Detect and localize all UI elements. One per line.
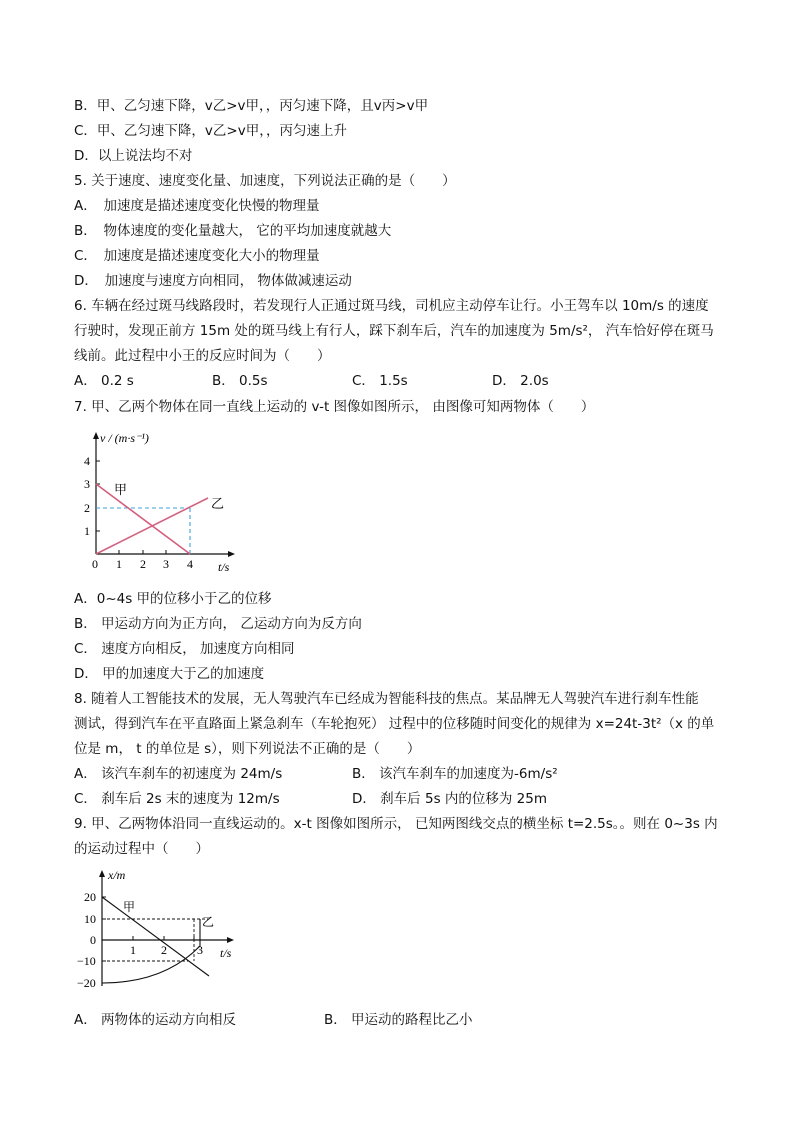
q9-label-jia: 甲 bbox=[123, 900, 136, 914]
q6-option-a: A． 0.2 s bbox=[74, 373, 134, 389]
q9-option-a: A． 两物体的运动方向相反 bbox=[74, 1012, 237, 1028]
q9-ytick-m10: −10 bbox=[77, 954, 96, 968]
q7-y-label: v / (m·s⁻¹) bbox=[100, 431, 149, 445]
q9-x-arrow bbox=[227, 937, 234, 943]
q6-stem-line3: 线前。此过程中小王的反应时间为（ ） bbox=[74, 348, 331, 364]
q7-stem: 7. 甲、乙两个物体在同一直线上运动的 v-t 图像如图所示， 由图像可知两物体（ ） bbox=[74, 399, 595, 415]
q9-ytick-10: 10 bbox=[84, 912, 96, 926]
q7-option-b: B． 甲运动方向为正方向， 乙运动方向为反方向 bbox=[74, 616, 362, 632]
q7-ytick-2: 2 bbox=[84, 501, 90, 515]
q7-vt-graph bbox=[80, 426, 245, 576]
q7-y-arrow bbox=[93, 432, 99, 439]
q9-option-b: B． 甲运动的路程比乙小 bbox=[324, 1012, 473, 1028]
q9-ytick-20: 20 bbox=[84, 890, 96, 904]
q9-line-jia bbox=[102, 897, 209, 976]
q5-option-c: C． 加速度是描述速度变化大小的物理量 bbox=[74, 248, 320, 264]
q7-xtick-4: 4 bbox=[187, 557, 193, 571]
q6-option-b: B． 0.5s bbox=[212, 373, 268, 389]
q7-label-jia: 甲 bbox=[114, 482, 128, 497]
q9-stem-line2: 的运动过程中（ ） bbox=[74, 841, 209, 857]
q7-ytick-3: 3 bbox=[84, 477, 90, 491]
q5-option-a: A． 加速度是描述速度变化快慢的物理量 bbox=[74, 198, 320, 214]
q4-option-c: C．甲、乙匀速下降，v乙>v甲，，丙匀速上升 bbox=[74, 123, 347, 139]
q9-y-arrow bbox=[99, 870, 105, 877]
q9-ytick-0: 0 bbox=[90, 933, 96, 947]
q9-y-label: x/m bbox=[108, 868, 126, 882]
q7-xtick-0: 0 bbox=[92, 557, 98, 571]
q5-stem: 5. 关于速度、速度变化量、加速度，下列说法正确的是（ ） bbox=[74, 173, 456, 189]
q8-option-c: C． 刹车后 2s 末的速度为 12m/s bbox=[74, 791, 280, 807]
q7-x-label: t/s bbox=[218, 560, 230, 574]
q7-ytick-4: 4 bbox=[84, 454, 90, 468]
q9-line-yi bbox=[102, 919, 200, 983]
q4-option-d: D．以上说法均不对 bbox=[74, 148, 193, 164]
q7-label-yi: 乙 bbox=[211, 496, 225, 511]
q9-x-label: t/s bbox=[220, 946, 232, 960]
q7-xtick-3: 3 bbox=[163, 557, 169, 571]
q9-xt-graph bbox=[76, 866, 251, 996]
q8-stem-line3: 位是 m， t 的单位是 s），则下列说法不正确的是（ ） bbox=[74, 741, 421, 757]
q7-xtick-2: 2 bbox=[140, 557, 146, 571]
q9-stem-line1: 9. 甲、乙两物体沿同一直线运动的。x-t 图像如图所示， 已知两图线交点的横坐标 t=2.5s。。则在 0~3s 内 bbox=[74, 816, 718, 832]
q6-stem-line1: 6. 车辆在经过斑马线路段时，若发现行人正通过斑马线，司机应主动停车让行。小王驾车以 10m/s 的速度 bbox=[74, 298, 709, 314]
q9-label-yi: 乙 bbox=[202, 915, 215, 929]
q6-stem-line2: 行驶时，发现正前方 15m 处的斑马线上有行人，踩下刹车后，汽车的加速度为 5m/s²， 汽车恰好停在斑马 bbox=[74, 323, 714, 339]
q9-ytick-m20: −20 bbox=[77, 976, 96, 990]
q7-xtick-1: 1 bbox=[116, 557, 122, 571]
q7-line-yi bbox=[96, 498, 208, 554]
q8-option-a: A． 该汽车刹车的初速度为 24m/s bbox=[74, 766, 283, 782]
q7-line-jia bbox=[96, 484, 190, 554]
q8-option-d: D． 刹车后 5s 内的位移为 25m bbox=[352, 791, 548, 807]
q6-option-c: C． 1.5s bbox=[352, 373, 408, 389]
q8-stem-line1: 8. 随着人工智能技术的发展，无人驾驶汽车已经成为智能科技的焦点。某品牌无人驾驶汽车进行刹车性能 bbox=[74, 691, 699, 707]
q8-stem-line2: 测试，得到汽车在平直路面上紧急刹车（车轮抱死） 过程中的位移随时间变化的规律为 x=24t-3t²（x 的单 bbox=[74, 716, 715, 732]
q4-option-b: B．甲、乙匀速下降，v乙>v甲，，丙匀速下降，且v丙>v甲 bbox=[74, 98, 429, 114]
q9-xtick-1: 1 bbox=[130, 943, 136, 957]
q7-x-arrow bbox=[228, 551, 235, 557]
q6-option-d: D． 2.0s bbox=[492, 373, 549, 389]
q7-option-a: A．0~4s 甲的位移小于乙的位移 bbox=[74, 591, 272, 607]
q9-xtick-2: 2 bbox=[161, 943, 167, 957]
q5-option-d: D． 加速度与速度方向相同， 物体做减速运动 bbox=[74, 273, 352, 289]
q8-option-b: B． 该汽车刹车的加速度为-6m/s² bbox=[352, 766, 558, 782]
q7-option-d: D． 甲的加速度大于乙的加速度 bbox=[74, 666, 265, 682]
q9-xtick-3: 3 bbox=[197, 943, 203, 957]
q7-ytick-1: 1 bbox=[84, 524, 90, 538]
q7-option-c: C． 速度方向相反， 加速度方向相同 bbox=[74, 641, 295, 657]
q5-option-b: B． 物体速度的变化量越大， 它的平均加速度就越大 bbox=[74, 223, 392, 239]
